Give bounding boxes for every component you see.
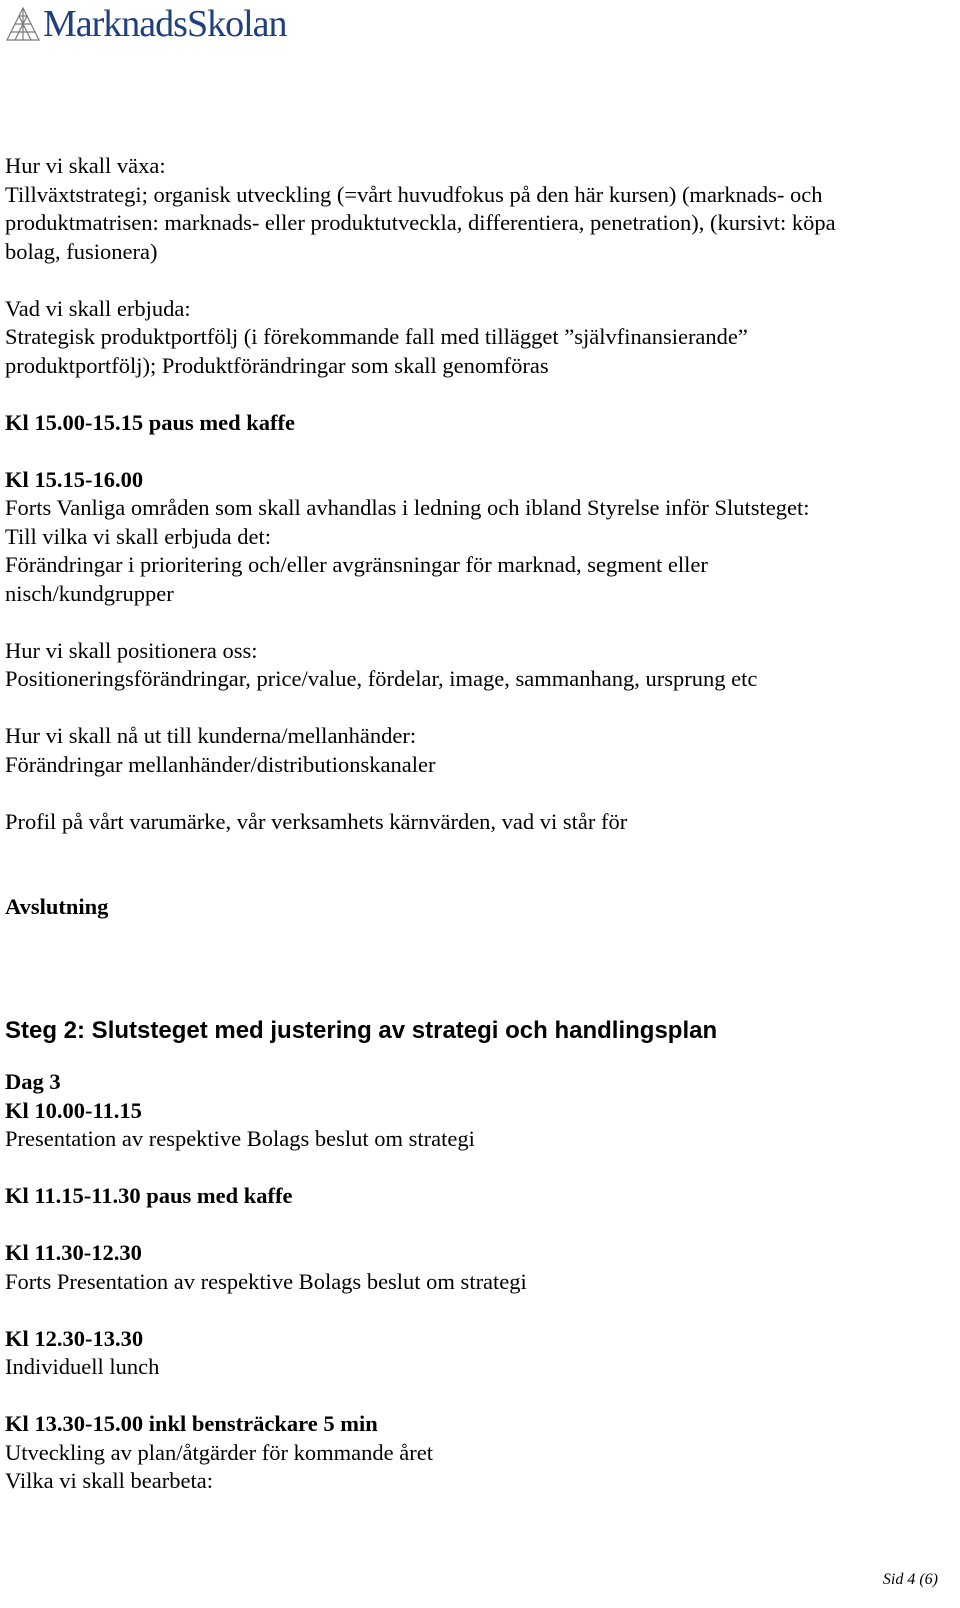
steg2-heading: Steg 2: Slutsteget med justering av strategi och handlingsplan [5, 1017, 718, 1044]
time-heading: Kl 11.15-11.30 paus med kaffe [5, 1183, 293, 1208]
text-line: Individuell lunch [5, 1354, 160, 1379]
day-heading: Dag 3 [5, 1069, 61, 1094]
text-line: Hur vi skall positionera oss: [5, 637, 258, 663]
section-dag-3 [5, 1068, 955, 1496]
document-body [5, 152, 955, 1496]
section-positionera [5, 637, 955, 694]
logo-text: MarknadsSkolan [43, 3, 287, 45]
text-line: Till vilka vi skall erbjuda det: [5, 523, 272, 549]
text-line: Presentation av respektive Bolags beslut om strategi [5, 1126, 475, 1151]
time-heading: Kl 15.00-15.15 paus med kaffe [5, 409, 296, 435]
section-vad-vi-skall-erbjuda [5, 295, 955, 381]
time-heading: Kl 12.30-13.30 [5, 1325, 144, 1351]
text-line: Tillväxtstrategi; organisk utveckling (=vårt huvudfokus på den här kursen) (marknads- och [5, 181, 823, 207]
time-heading: Kl 15.15-16.00 [5, 466, 144, 492]
text-line: Utveckling av plan/åtgärder för kommande året [5, 1439, 433, 1465]
page-number: Sid 4 (6) [882, 1571, 938, 1588]
text-line: produktportfölj); Produktförändringar som skall genomföras [5, 352, 549, 378]
text-line: Forts Presentation av respektive Bolags beslut om strategi [5, 1268, 527, 1294]
time-heading: Kl 11.30-12.30 [5, 1240, 142, 1265]
text-line: Strategisk produktportfölj (i förekommande fall med tillägget ”självfinansierande” [5, 324, 748, 349]
logo-icon [5, 6, 41, 42]
text-line: produktmatrisen: marknads- eller produktutveckla, differentiera, penetration), (kursivt: köpa [5, 210, 836, 235]
section-hur-vi-skall-vaxa [5, 152, 955, 266]
text-line: bolag, fusionera) [5, 238, 158, 264]
text-line: Profil på vårt varumärke, vår verksamhets kärnvärden, vad vi står för [5, 808, 628, 834]
text-line: Vilka vi skall bearbeta: [5, 1468, 213, 1493]
text-line: Hur vi skall växa: [5, 153, 166, 178]
text-line: Forts Vanliga områden som skall avhandlas i ledning och ibland Styrelse inför Slutsteget: [5, 495, 810, 520]
logo [5, 4, 287, 44]
text-line: Förändringar i prioritering och/eller avgränsningar för marknad, segment eller [5, 552, 708, 577]
avslutning-heading: Avslutning [5, 894, 109, 919]
time-heading: Kl 10.00-11.15 [5, 1097, 142, 1123]
text-line: Förändringar mellanhänder/distributionskanaler [5, 751, 436, 777]
text-line: Hur vi skall nå ut till kunderna/mellanhänder: [5, 723, 417, 748]
text-line: Positioneringsförändringar, price/value, fördelar, image, sammanhang, ursprung etc [5, 666, 758, 691]
time-heading: Kl 13.30-15.00 inkl bensträckare 5 min [5, 1411, 378, 1436]
section-na-ut [5, 722, 955, 779]
text-line: Vad vi skall erbjuda: [5, 295, 191, 321]
section-forts-vanliga-omraden [5, 466, 955, 609]
text-line: nisch/kundgrupper [5, 580, 174, 606]
